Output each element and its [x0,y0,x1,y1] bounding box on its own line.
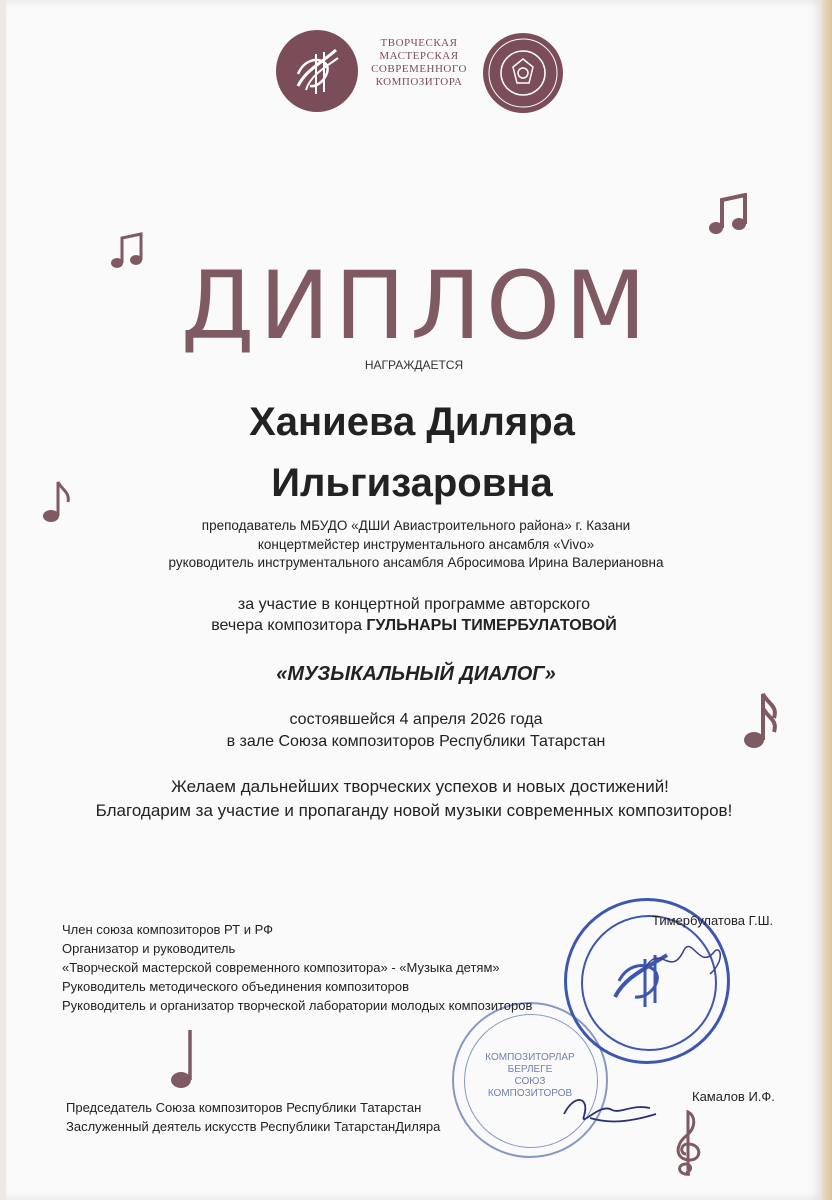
workshop-logo [276,30,358,112]
organizer-name: Тимербулатова Г.Ш. [652,913,774,928]
recipient-name-line1: Ханиева Диляра [249,400,575,444]
diploma-title: ДИПЛОМ [180,252,652,361]
organizer-credentials: Член союза композиторов РТ и РФ Организатор и руководитель «Творческой мастерской современного композитора» - «Музыка детям» Руководитель методического объединения композиторов Руководитель и организатор творческой лаборатории молодых композиторов [62,922,533,1013]
awarded-label: НАГРАЖДАЕТСЯ [364,358,464,372]
event-date: состоявшейся 4 апреля 2026 года [289,711,543,728]
half-note-icon [168,1026,198,1097]
event-title: «МУЗЫКАЛЬНЫЙ ДИАЛОГ» [276,663,556,685]
wish-text: Желаем дальнейших творческих успехов и новых достижений! [171,777,669,796]
recipient-role: концертмейстер инструментального ансамбля «Vivo» [257,537,595,552]
organizer-signature [640,930,730,990]
workshop-logo-text: ТВОРЧЕСКАЯ МАСТЕРСКАЯ СОВРЕМЕННОГО КОМПОЗИТОРА [371,37,467,88]
participation-text: за участие в концертной программе авторского [237,596,591,613]
event-venue: в зале Союза композиторов Республики Татарстан [226,733,606,750]
union-logo [483,33,563,113]
composer-name: ГУЛЬНАРЫ ТИМЕРБУЛАТОВОЙ [366,617,617,634]
participation-text: вечера композитора ГУЛЬНАРЫ ТИМЕРБУЛАТОВОЙ [211,617,617,634]
chair-name: Камалов И.Ф. [692,1089,775,1104]
recipient-name-line2: Ильгизаровна [271,461,553,505]
chair-credentials: Председатель Союза композиторов Республики Татарстан Заслуженный деятель искусств Республики ТатарстанДиляра [66,1100,441,1134]
recipient-role: преподаватель МБУДО «ДШИ Авиастроительного района» г. Казани [201,518,631,533]
chair-signature [560,1084,660,1134]
thanks-text: Благодарим за участие и пропаганду новой музыки современных композиторов! [95,801,733,820]
recipient-role: руководитель инструментального ансамбля Абросимова Ирина Валериановна [168,555,664,570]
music-note-icon [708,193,750,242]
treble-clef-icon [668,1108,708,1183]
union-stamp: КОМПОЗИТОРЛАР БЕРЛЕГЕ СОЮЗ КОМПОЗИТОРОВ [452,1002,608,1158]
